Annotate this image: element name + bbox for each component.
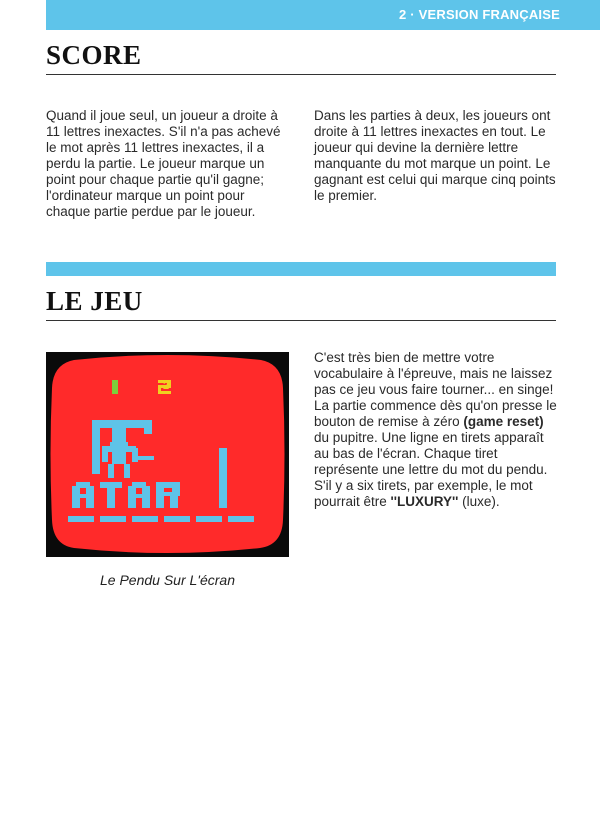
player1-score-glyph <box>112 380 118 394</box>
score-right-paragraph <box>314 108 556 204</box>
jeu-text-part-3: (luxe). <box>458 494 500 509</box>
score-left-text: Quand il joue seul, un joueur a droite à 11 lettres inexactes. S'il n'a pas achevé le mot après 11 lettres inexactes, il a perdu la partie. Le joueur marque un point pour chaque partie qu'il gagne; l'ordinateur marque un point pour chaque partie perdue par le joueur. <box>46 108 281 219</box>
game-screen-photo <box>46 352 289 557</box>
game-screen-image <box>46 352 289 557</box>
luxury-term: ''LUXURY'' <box>390 494 459 509</box>
jeu-rule <box>46 320 556 321</box>
game-reset-term: (game reset) <box>463 414 544 429</box>
section-divider-bar <box>46 262 556 276</box>
jeu-text-part-1: C'est très bien de mettre votre vocabulaire à l'épreuve, mais ne laissez pas ce jeu vous faire tourner... en singe! La partie commence dès qu'on presse le bouton de remise à zéro <box>314 350 557 429</box>
header-bar <box>46 0 600 30</box>
score-right-text: Dans les parties à deux, les joueurs ont droite à 11 lettres inexactes en tout. Le joueur qui devine la dernière lettre manquante du mot marque un point. Le gagnant est celui qui marque cinq points le premier. <box>314 108 556 203</box>
score-left-paragraph <box>46 108 286 220</box>
header-label: 2 · VERSION FRANÇAISE <box>399 7 560 22</box>
jeu-text-part-2: du pupitre. Une ligne en tirets apparaît au bas de l'écran. Chaque tiret représente une lettre du mot du pendu. S'il y a six tirets, par exemple, le mot pourrait être <box>314 430 548 509</box>
score-heading: SCORE <box>46 40 142 70</box>
screen-caption: Le Pendu Sur L'écran <box>100 572 235 588</box>
jeu-text <box>314 350 558 510</box>
jeu-heading: LE JEU <box>46 286 143 316</box>
letter-i-top <box>219 448 227 482</box>
jeu-paragraph <box>314 350 558 510</box>
score-rule <box>46 74 556 75</box>
